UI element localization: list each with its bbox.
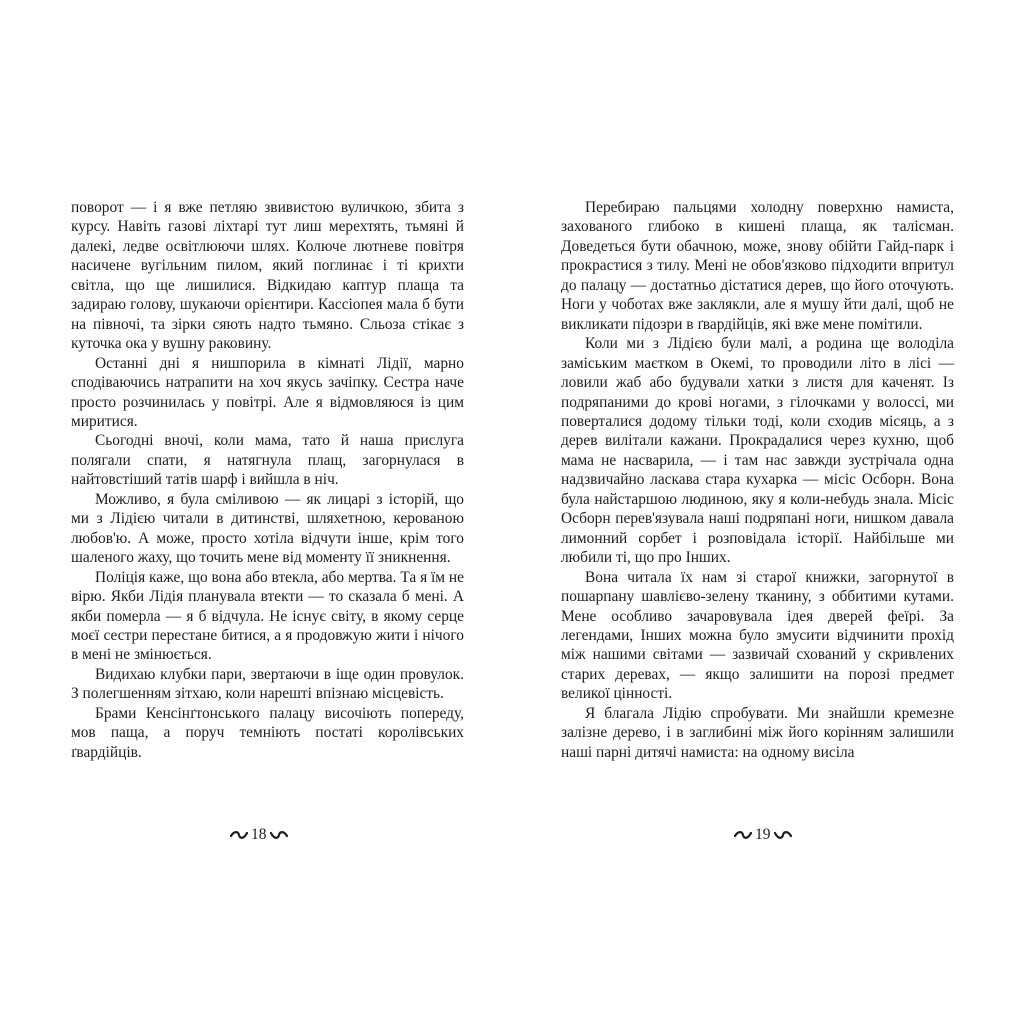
paragraph: Вона читала їх нам зі старої книжки, загорнутої в пошарпану шавлієво-зелену тканину, з оббитими кутами. Мене особливо зачаровувала ідея дверей феїрі. За легендами, Інших можна було змусити відчинити прохід між нашими світами — зазвичай схований у скривлених старих деревах, — якщо залишити на порозі предмет великої цінності. [561, 568, 954, 703]
page-number: 18 [251, 826, 267, 843]
paragraph: поворот — і я вже петляю звивистою вуличкою, збита з курсу. Навіть газові ліхтарі тут лиш мерехтять, тьмяні й далекі, ледве освітлюючи шлях. Колюче лютневе повітря насичене вугільним пилом, який поглинає і ті крихти світла, що ще лишилися. Відкидаю каптур плаща та задираю голову, шукаючи орієнтири. Кассіопея мала б бути на півночі, та зірки сяють надто тьмяно. Сльоза стікає з куточка ока у вушну раковину. [71, 199, 464, 353]
swash-ornament-icon [734, 830, 752, 840]
page-number-right [734, 826, 792, 844]
paragraph: Перебираю пальцями холодну поверхню намиста, захованого глибоко в кишені плаща, як талісман. Доведеться бути обачною, може, знову обійти Гайд-парк і прокрастися з тилу. Мені не обов'язково підходити впритул до палацу — достатньо дістатися дерев, що його оточують. Ноги у чоботах вже заклякли, але я мушу йти далі, щоб не викликати підозри в ґвардійців, які вже мене помітили. [561, 199, 954, 333]
paragraph: Останні дні я нишпорила в кімнаті Лідії, марно сподіваючись натрапити на хоч якусь зачіпку. Сестра наче просто розчинилась у повітрі. Але я відмовляюся із цим миритися. [71, 354, 464, 430]
swash-ornament-icon [230, 830, 248, 840]
paragraph: Брами Кенсінґтонського палацу височіють попереду, мов паща, а поруч темніють постаті королівських ґвардійців. [71, 704, 464, 761]
swash-ornament-icon [270, 830, 288, 840]
paragraph: Коли ми з Лідією були малі, а родина ще володіла заміським маєтком в Окемі, то проводили літо в лісі — ловили жаб або будували хатки з листя для каченят. Із подряпаними до крові ногами, з гілочками у волоссі, ми поверталися додому тільки тоді, коли сходив місяць, а з дерев вилітали кажани. Прокрадалися через кухню, щоб мама не насварила, — і там нас завжди зустрічала одна надзвичайно ласкава стара кухарка — місіс Осборн. Вона була найстаршою людиною, яку я коли-небудь знала. Місіс Осборн перев'язувала наші подряпані ноги, нишком давала лимонний сорбет і розповідала історії. Найбільше ми любили ті, що про Інших. [561, 335, 954, 567]
paragraph: Сьогодні вночі, коли мама, тато й наша прислуга полягали спати, я натягнула плащ, загорнулася в найтовстіший татів шарф і вийшла в ніч. [71, 432, 464, 489]
left-page-text [71, 198, 464, 762]
swash-ornament-icon [774, 830, 792, 840]
paragraph: Поліція каже, що вона або втекла, або мертва. Та я їм не вірю. Якби Лідія планувала втекти — то сказала б мені. А якби померла — я б відчула. Не існує світу, в якому серце моєї сестри перестане битися, а я продовжую жити і нічого в мені не змінюється. [71, 568, 464, 664]
paragraph: Я благала Лідію спробувати. Ми знайшли кремезне залізне дерево, і в заглибині між його корінням залишили наші парні дитячі намиста: на одному висіла [561, 704, 954, 761]
right-page-text [561, 198, 954, 762]
paragraph: Можливо, я була сміливою — як лицарі з історій, що ми з Лідією читали в дитинстві, шляхетною, керованою любов'ю. А може, просто хотіла відчути інше, крім того шаленого жаху, що точить мене від моменту її зникнення. [71, 490, 464, 567]
page-number: 19 [755, 826, 771, 843]
page-number-left [230, 826, 288, 844]
paragraph: Видихаю клубки пари, звертаючи в іще один провулок. З полегшенням зітхаю, коли нарешті впізнаю місцевість. [71, 665, 464, 703]
